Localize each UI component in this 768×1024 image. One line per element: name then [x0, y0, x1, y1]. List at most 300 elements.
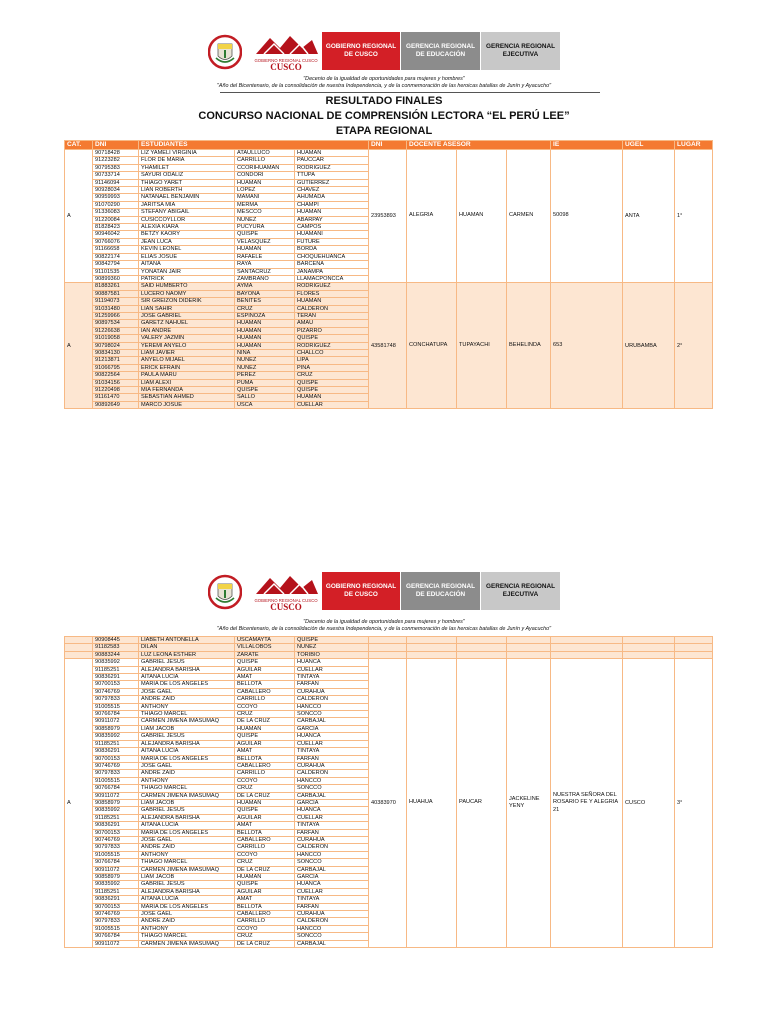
student-name-cell: JARITSA MIA [139, 201, 235, 208]
student-name-cell: SEBASTIAN AHMED [139, 394, 235, 401]
student-dni-cell: 91185251 [93, 740, 139, 747]
student-surname1-cell: RAYA [235, 261, 295, 268]
student-surname1-cell: DE LA CRUZ [235, 792, 295, 799]
student-name-cell: LUCERO NAOMY [139, 290, 235, 297]
student-dni-cell: 90746769 [93, 911, 139, 918]
student-surname2-cell: HANCCO [295, 925, 369, 932]
col-cat: CAT. [65, 141, 93, 150]
student-name-cell: THIAGO MARCEL [139, 711, 235, 718]
student-surname1-cell: NUÑEZ [235, 357, 295, 364]
student-surname1-cell: BELLOTA [235, 755, 295, 762]
student-surname2-cell: CALDERON [295, 305, 369, 312]
student-surname1-cell: PUCYURA [235, 224, 295, 231]
student-dni-cell: 90766784 [93, 933, 139, 940]
student-surname1-cell: CCOYO [235, 925, 295, 932]
results-table-1 [64, 140, 713, 409]
student-surname1-cell: CRUZ [235, 711, 295, 718]
student-name-cell: KEVIN LEONEL [139, 246, 235, 253]
table-header [65, 141, 713, 150]
header-logos [208, 32, 560, 72]
student-surname2-cell: RODRIGUEZ [295, 283, 369, 290]
student-dni-cell: 90836291 [93, 896, 139, 903]
student-dni-cell: 90746769 [93, 836, 139, 843]
student-surname2-cell: TINTAYA [295, 896, 369, 903]
student-surname2-cell: FLORES [295, 290, 369, 297]
student-name-cell: ANYELO MIJAEL [139, 357, 235, 364]
student-surname2-cell: CAMPOS [295, 224, 369, 231]
ugel-cell: CUSCO [623, 659, 675, 948]
student-surname2-cell: QUISPE [295, 379, 369, 386]
empty-cell [407, 637, 457, 644]
title-results: RESULTADO FINALES [325, 95, 443, 107]
student-dni-cell: 90797833 [93, 770, 139, 777]
student-surname1-cell: HUAMAN [235, 327, 295, 334]
student-dni-cell: 91226638 [93, 327, 139, 334]
student-name-cell: JOSE GAEL [139, 836, 235, 843]
student-surname1-cell: DE LA CRUZ [235, 866, 295, 873]
motto-line-2: "Año del Bicentenario, de la consolidación de nuestra Independencia, y de la conmemoración de las heroicas batallas de Junín y Ayacucho" [216, 626, 552, 632]
teacher-surname1-cell: ALEGRIA [407, 150, 457, 283]
student-name-cell: ALEJANDRA BARISHA [139, 814, 235, 821]
student-surname1-cell: BAYONA [235, 290, 295, 297]
student-name-cell: ELIAS JOSUE [139, 253, 235, 260]
header-divider [220, 92, 600, 93]
student-dni-cell: 90766784 [93, 711, 139, 718]
col-teacher-dni: DNI [369, 141, 407, 150]
student-name-cell: THIAGO MARCEL [139, 933, 235, 940]
student-name-cell: STEFANY ABIGAIL [139, 209, 235, 216]
student-name-cell: CARMEN JIMENA IMASUMAQ [139, 718, 235, 725]
student-surname2-cell: CHALLCO [295, 349, 369, 356]
gov-box-regional: GOBIERNO REGIONAL DE CUSCO [322, 572, 400, 610]
student-dni-cell: 90892649 [93, 401, 139, 408]
student-surname2-cell: LIPA [295, 357, 369, 364]
table-row [65, 644, 713, 651]
empty-cell [675, 637, 713, 644]
student-surname1-cell: CABALLERO [235, 911, 295, 918]
teacher-surname2-cell: HUAMAN [457, 150, 507, 283]
student-name-cell: JOSE GAEL [139, 688, 235, 695]
table-row [65, 637, 713, 644]
student-surname1-cell: HUAMAN [235, 799, 295, 806]
student-surname1-cell: BELLOTA [235, 681, 295, 688]
student-name-cell: MIA FERNANDA [139, 387, 235, 394]
student-surname2-cell: TERAN [295, 312, 369, 319]
student-dni-cell: 81883261 [93, 283, 139, 290]
student-name-cell: ANTHONY [139, 851, 235, 858]
student-dni-cell: 90836291 [93, 822, 139, 829]
empty-cell [369, 644, 407, 651]
student-surname1-cell: CCORIHUAMAN [235, 164, 295, 171]
student-dni-cell: 90835992 [93, 881, 139, 888]
student-dni-cell: 90946042 [93, 231, 139, 238]
student-surname2-cell: HUANCA [295, 659, 369, 666]
student-dni-cell: 91182583 [93, 644, 139, 651]
student-name-cell: CUSICCOYLLOR [139, 216, 235, 223]
student-surname2-cell: HUAMAN [295, 209, 369, 216]
student-surname1-cell: USCAMAYTA [235, 637, 295, 644]
student-surname2-cell: QUISPE [295, 637, 369, 644]
student-name-cell: ALEJANDRA BARISHA [139, 740, 235, 747]
student-dni-cell: 90797833 [93, 844, 139, 851]
student-dni-cell: 90700153 [93, 681, 139, 688]
col-teacher: DOCENTE ASESOR [407, 141, 551, 150]
student-surname1-cell: CARRILLO [235, 844, 295, 851]
student-name-cell: ERICK EFRAIN [139, 364, 235, 371]
student-dni-cell: 90795383 [93, 164, 139, 171]
empty-cell [623, 637, 675, 644]
student-name-cell: THIAGO MARCEL [139, 785, 235, 792]
student-surname2-cell: CARBAJAL [295, 792, 369, 799]
logo-text: GOBIERNO REGIONAL CUSCO [254, 58, 318, 63]
student-surname1-cell: MERMA [235, 201, 295, 208]
col-students: ESTUDIANTES [139, 141, 369, 150]
ugel-cell: ANTA [623, 150, 675, 283]
student-surname2-cell: GARCIA [295, 874, 369, 881]
empty-cell [551, 644, 623, 651]
student-dni-cell: 90746769 [93, 762, 139, 769]
student-name-cell: LIZ YAMELI VIRGINIA [139, 150, 235, 157]
gov-box-education: GERENCIA REGIONAL DE EDUCACIÓN [401, 32, 480, 70]
student-name-cell: ANDRE ZAID [139, 770, 235, 777]
empty-cell [675, 644, 713, 651]
student-dni-cell: 90797833 [93, 696, 139, 703]
student-name-cell: SAID HUMBERTO [139, 283, 235, 290]
place-cell: 3° [675, 659, 713, 948]
student-surname1-cell: PUMA [235, 379, 295, 386]
student-surname1-cell: CARRILLO [235, 918, 295, 925]
student-dni-cell: 90836291 [93, 674, 139, 681]
teacher-name-cell: BEHELINDA [507, 283, 551, 409]
student-surname2-cell: FUTURE [295, 238, 369, 245]
student-surname1-cell: USCA [235, 401, 295, 408]
student-surname2-cell: QUISPE [295, 387, 369, 394]
student-surname1-cell: PEREZ [235, 372, 295, 379]
student-dni-cell: 90797833 [93, 918, 139, 925]
student-name-cell: LIAM JAVIER [139, 349, 235, 356]
student-name-cell: DILAN [139, 644, 235, 651]
student-surname1-cell: AMAT [235, 822, 295, 829]
student-surname1-cell: CCOYO [235, 777, 295, 784]
empty-cell [507, 644, 551, 651]
student-surname2-cell: CARBAJAL [295, 718, 369, 725]
student-dni-cell: 90835992 [93, 659, 139, 666]
student-name-cell: AITANA LUCIA [139, 822, 235, 829]
student-surname1-cell: AMAT [235, 896, 295, 903]
student-dni-cell: 91005515 [93, 925, 139, 932]
student-name-cell: ALEXIA KIARA [139, 224, 235, 231]
student-surname2-cell: CHAMPI [295, 201, 369, 208]
student-name-cell: MARIA DE LOS ANGELES [139, 681, 235, 688]
title-stage: ETAPA REGIONAL [335, 125, 433, 137]
student-dni-cell: 91194073 [93, 298, 139, 305]
student-surname2-cell: ABARPAY [295, 216, 369, 223]
student-surname1-cell: SALLO [235, 394, 295, 401]
student-surname2-cell: CURAHUA [295, 836, 369, 843]
student-name-cell: MARIA DE LOS ANGELES [139, 829, 235, 836]
table-row [65, 659, 713, 666]
student-surname2-cell: PIÑA [295, 364, 369, 371]
student-name-cell: AITANA LUCIA [139, 896, 235, 903]
student-surname1-cell: SANTACRUZ [235, 268, 295, 275]
student-surname2-cell: HUAMAN [295, 298, 369, 305]
student-surname1-cell: CRUZ [235, 859, 295, 866]
student-surname1-cell: HUAMAN [235, 320, 295, 327]
empty-cell [507, 637, 551, 644]
empty-cell [407, 644, 457, 651]
student-name-cell: THIAGO MARCEL [139, 859, 235, 866]
col-dni: DNI [93, 141, 139, 150]
student-surname2-cell: CUELLAR [295, 814, 369, 821]
student-name-cell: MARIA DE LOS ANGELES [139, 903, 235, 910]
student-surname2-cell: HUANCA [295, 881, 369, 888]
student-surname1-cell: QUISPE [235, 807, 295, 814]
student-surname2-cell: FARFAN [295, 903, 369, 910]
student-dni-cell: 91166658 [93, 246, 139, 253]
student-surname2-cell: FARFAN [295, 755, 369, 762]
results-table-2 [64, 636, 713, 948]
student-dni-cell: 91146094 [93, 179, 139, 186]
student-dni-cell: 91185251 [93, 888, 139, 895]
student-surname2-cell: CALDERON [295, 770, 369, 777]
motto-line-1: "Decenio de la igualdad de oportunidades para mujeres y hombres" [303, 76, 465, 82]
student-surname2-cell: CHAVEZ [295, 187, 369, 194]
student-dni-cell: 90858979 [93, 799, 139, 806]
student-dni-cell: 90858979 [93, 874, 139, 881]
category-cell [65, 651, 93, 658]
student-surname1-cell: VELASQUEZ [235, 238, 295, 245]
student-surname2-cell: CARBAJAL [295, 866, 369, 873]
empty-cell [369, 637, 407, 644]
student-dni-cell: 90798024 [93, 342, 139, 349]
student-dni-cell: 81828423 [93, 224, 139, 231]
student-surname1-cell: MESCCO [235, 209, 295, 216]
student-surname1-cell: CCOYO [235, 703, 295, 710]
student-name-cell: THIAGO YARET [139, 179, 235, 186]
student-dni-cell: 90766784 [93, 859, 139, 866]
student-surname2-cell: QUISPE [295, 335, 369, 342]
table-row [65, 150, 713, 157]
student-dni-cell: 91220498 [93, 387, 139, 394]
school-cell: NUESTRA SEÑORA DEL ROSARIO FE Y ALEGRIA 21 [551, 659, 623, 948]
empty-cell [623, 644, 675, 651]
student-surname2-cell: HUAMAN [295, 394, 369, 401]
student-surname2-cell: NUÑEZ [295, 644, 369, 651]
motto-line-2: "Año del Bicentenario, de la consolidación de nuestra Independencia, y de la conmemoración de las heroicas batallas de Junín y Ayacucho" [216, 83, 552, 89]
teacher-surname2-cell: TUPAYACHI [457, 283, 507, 409]
student-surname2-cell: CUELLAR [295, 740, 369, 747]
teacher-dni-cell: 40383970 [369, 659, 407, 948]
student-surname2-cell: HANCCO [295, 777, 369, 784]
student-surname1-cell: HUAMAN [235, 246, 295, 253]
category-cell: A [65, 283, 93, 409]
empty-cell [551, 637, 623, 644]
student-dni-cell: 90928034 [93, 187, 139, 194]
student-name-cell: LIAN ROBERTH [139, 187, 235, 194]
student-surname2-cell: HUANCA [295, 733, 369, 740]
student-dni-cell: 90700153 [93, 903, 139, 910]
school-cell: 50098 [551, 150, 623, 283]
student-name-cell: MARIA DE LOS ANGELES [139, 755, 235, 762]
school-cell: 653 [551, 283, 623, 409]
student-dni-cell: 90887581 [93, 290, 139, 297]
teacher-surname2-cell: PAUCAR [457, 659, 507, 948]
student-surname2-cell: SONCCO [295, 933, 369, 940]
student-surname2-cell: CURAHUA [295, 688, 369, 695]
student-dni-cell: 90842794 [93, 261, 139, 268]
student-surname1-cell: AMAT [235, 674, 295, 681]
student-surname1-cell: DE LA CRUZ [235, 940, 295, 947]
student-dni-cell: 91336083 [93, 209, 139, 216]
student-name-cell: VALERY JAZMIN [139, 335, 235, 342]
student-name-cell: GABRIEL JESUS [139, 881, 235, 888]
title-contest: CONCURSO NACIONAL DE COMPRENSIÓN LECTORA “EL PERÚ LEE” [198, 110, 570, 122]
student-dni-cell: 91185251 [93, 814, 139, 821]
student-name-cell: PAULA MARU [139, 372, 235, 379]
student-name-cell: JOSE GABRIEL [139, 312, 235, 319]
student-surname1-cell: BELLOTA [235, 829, 295, 836]
student-surname2-cell: PIZARRO [295, 327, 369, 334]
student-dni-cell: 90718428 [93, 150, 139, 157]
student-dni-cell: 91185251 [93, 666, 139, 673]
student-surname2-cell: GARCIA [295, 725, 369, 732]
student-surname2-cell: TORIBIO [295, 651, 369, 658]
student-dni-cell: 91066795 [93, 364, 139, 371]
student-surname2-cell: TTUPA [295, 172, 369, 179]
student-name-cell: GABRIEL JESUS [139, 733, 235, 740]
student-surname1-cell: QUISPE [235, 881, 295, 888]
empty-cell [407, 651, 457, 658]
student-name-cell: CARMEN JIMENA IMASUMAQ [139, 866, 235, 873]
student-surname1-cell: AGUILAR [235, 814, 295, 821]
student-name-cell: YONATAN JAIR [139, 268, 235, 275]
student-dni-cell: 91005515 [93, 777, 139, 784]
teacher-dni-cell: 23953893 [369, 150, 407, 283]
student-name-cell: GARETZ NAHUEL [139, 320, 235, 327]
peru-crest-icon [208, 574, 242, 610]
student-surname1-cell: QUISPE [235, 659, 295, 666]
student-dni-cell: 90700153 [93, 829, 139, 836]
student-name-cell: CARMEN JIMENA IMASUMAQ [139, 792, 235, 799]
category-cell [65, 644, 93, 651]
student-dni-cell: 90911072 [93, 718, 139, 725]
student-dni-cell: 91223282 [93, 157, 139, 164]
student-name-cell: AITANA LUCIA [139, 748, 235, 755]
student-dni-cell: 91034156 [93, 379, 139, 386]
student-surname2-cell: HUAMAN [295, 150, 369, 157]
student-surname2-cell: HUAMANI [295, 231, 369, 238]
student-surname2-cell: RODRIGUEZ [295, 342, 369, 349]
empty-cell [623, 651, 675, 658]
student-name-cell: CARMEN JIMENA IMASUMAQ [139, 940, 235, 947]
student-surname2-cell: SONCCO [295, 711, 369, 718]
student-dni-cell: 90834130 [93, 349, 139, 356]
cusco-logo [250, 32, 322, 72]
gov-box-executive: GERENCIA REGIONAL EJECUTIVA [481, 572, 560, 610]
student-surname2-cell: PAUCCAR [295, 157, 369, 164]
student-dni-cell: 91019058 [93, 335, 139, 342]
student-dni-cell: 90836291 [93, 748, 139, 755]
student-dni-cell: 91005515 [93, 851, 139, 858]
student-surname1-cell: QUISPE [235, 733, 295, 740]
student-name-cell: LIAM JACOB [139, 874, 235, 881]
student-name-cell: ANDRE ZAID [139, 696, 235, 703]
student-dni-cell: 90822564 [93, 372, 139, 379]
teacher-name-cell: CARMEN [507, 150, 551, 283]
student-surname1-cell: AGUILAR [235, 888, 295, 895]
cusco-logo-icon [250, 572, 322, 612]
cusco-logo-icon [250, 32, 322, 72]
student-dni-cell: 91220084 [93, 216, 139, 223]
empty-cell [457, 637, 507, 644]
student-surname1-cell: HUAMAN [235, 342, 295, 349]
student-name-cell: LIAM JACOB [139, 725, 235, 732]
student-name-cell: AITANA [139, 261, 235, 268]
empty-cell [507, 651, 551, 658]
student-dni-cell: 90959993 [93, 194, 139, 201]
titles [0, 94, 768, 139]
student-surname2-cell: HANCCO [295, 703, 369, 710]
category-cell: A [65, 150, 93, 283]
student-surname2-cell: CUELLAR [295, 401, 369, 408]
logo-text: GOBIERNO REGIONAL CUSCO [254, 598, 318, 603]
student-surname1-cell: CABALLERO [235, 836, 295, 843]
student-dni-cell: 90908445 [93, 637, 139, 644]
student-dni-cell: 91101535 [93, 268, 139, 275]
table-row [65, 283, 713, 290]
student-surname1-cell: RAFAELE [235, 253, 295, 260]
student-name-cell: MARCO JOSUE [139, 401, 235, 408]
student-surname1-cell: ZAMBRANO [235, 275, 295, 282]
student-name-cell: ANDRE ZAID [139, 844, 235, 851]
student-surname2-cell: BORDA [295, 246, 369, 253]
student-name-cell: YHAMILET [139, 164, 235, 171]
student-surname2-cell: SONCCO [295, 785, 369, 792]
student-name-cell: FLOR DE MARIA [139, 157, 235, 164]
student-surname1-cell: HUAMAN [235, 874, 295, 881]
student-surname1-cell: CONDORI [235, 172, 295, 179]
student-surname1-cell: ZARATE [235, 651, 295, 658]
student-dni-cell: 90733714 [93, 172, 139, 179]
student-dni-cell: 91031480 [93, 305, 139, 312]
student-dni-cell: 91259966 [93, 312, 139, 319]
student-surname1-cell: AGUILAR [235, 740, 295, 747]
student-dni-cell: 91161470 [93, 394, 139, 401]
student-dni-cell: 90766076 [93, 238, 139, 245]
student-name-cell: GABRIEL JESUS [139, 659, 235, 666]
student-surname1-cell: CABALLERO [235, 762, 295, 769]
student-surname1-cell: NUÑEZ [235, 216, 295, 223]
motto-line-1: "Decenio de la igualdad de oportunidades para mujeres y hombres" [303, 619, 465, 625]
student-surname1-cell: AGUILAR [235, 666, 295, 673]
page-2 [0, 540, 768, 1024]
place-cell: 1° [675, 150, 713, 283]
student-surname1-cell: LOPEZ [235, 187, 295, 194]
student-surname2-cell: JANAMPA [295, 268, 369, 275]
student-surname2-cell: HANCCO [295, 851, 369, 858]
student-surname1-cell: CARRILLO [235, 696, 295, 703]
student-surname2-cell: TINTAYA [295, 822, 369, 829]
student-surname2-cell: CALDERON [295, 844, 369, 851]
student-surname1-cell: HUAMAN [235, 725, 295, 732]
teacher-dni-cell: 43581748 [369, 283, 407, 409]
mottos-2 [0, 619, 768, 633]
student-surname2-cell: CRUZ [295, 372, 369, 379]
student-surname2-cell: TINTAYA [295, 674, 369, 681]
student-surname1-cell: DE LA CRUZ [235, 718, 295, 725]
student-surname1-cell: CCOYO [235, 851, 295, 858]
header-logos-2 [208, 572, 560, 612]
